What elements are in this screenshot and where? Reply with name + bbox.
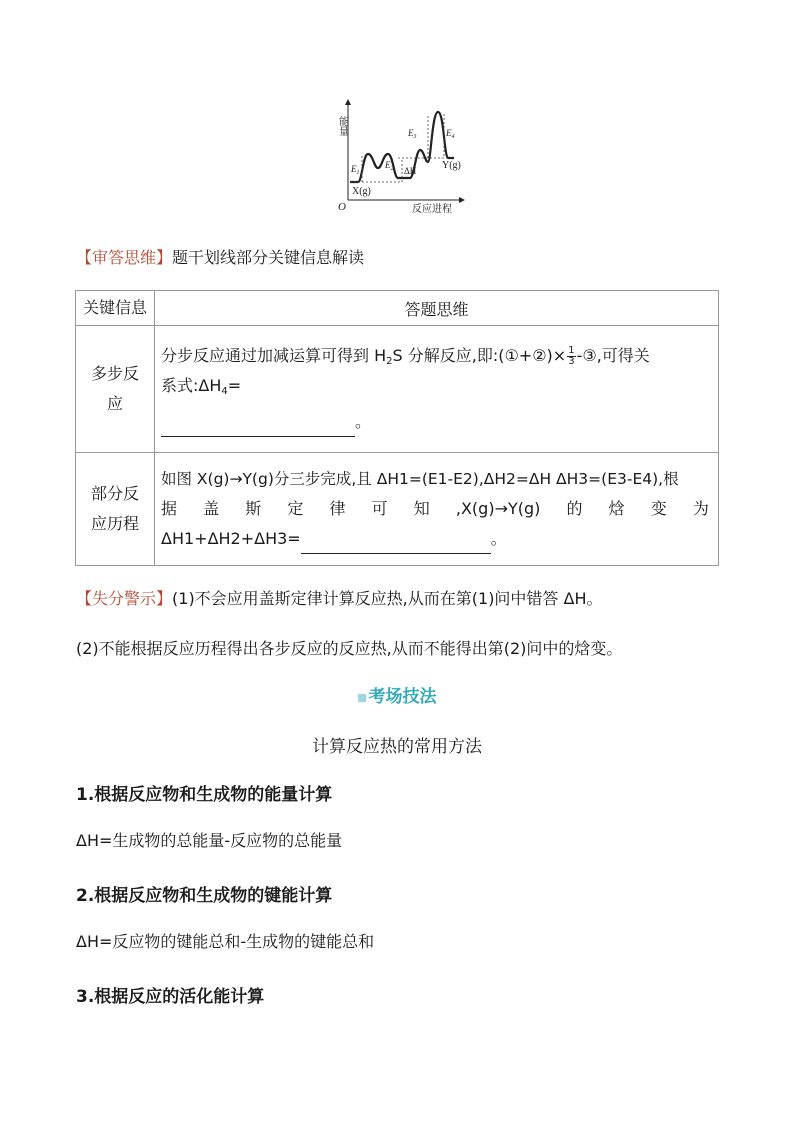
justified-word: ,X(g)→Y(g): [455, 499, 541, 518]
e3-label: $E_3$: [408, 128, 417, 140]
justified-word: 据: [161, 499, 178, 518]
energy-diagram: [332, 96, 472, 220]
row1-line3: 。: [161, 407, 710, 437]
method-heading-3: 3.根据反应的活化能计算: [76, 987, 265, 1007]
product-label: Y(g): [442, 160, 461, 171]
dh-label: ΔH: [404, 166, 417, 176]
y-axis-label: 能量: [336, 116, 348, 136]
method-heading-1: 1.根据反应物和生成物的能量计算: [76, 785, 333, 805]
square-icon: [358, 694, 366, 702]
justified-word: 知: [413, 499, 430, 518]
row2-line1: 如图 X(g)→Y(g)分三步完成,且 ΔH1=(E1-E2),ΔH2=ΔH ΔH3=(E3-E4),根: [161, 470, 679, 488]
row1-line1: 分步反应通过加减运算可得到 $H_2S$ 分解反应,即:(①+②)× $\frac{1}{3}$ -③,可得关: [161, 345, 650, 367]
justified-word: 斯: [245, 499, 262, 518]
row2-line2: [161, 494, 709, 524]
e4-label: $E_4$: [446, 128, 455, 140]
warning-tag: 【失分警示】: [76, 589, 173, 608]
justified-word: 为: [692, 499, 709, 518]
review-line: [76, 247, 364, 269]
method-heading-2: 2.根据反应物和生成物的键能计算: [76, 886, 333, 906]
header-answer-thinking: 答题思维: [155, 291, 719, 326]
warning-line-2: (2)不能根据反应历程得出各步反应的反应热,从而不能得出第(2)问中的焓变。: [76, 639, 623, 658]
review-text: 题干划线部分关键信息解读: [172, 248, 365, 267]
justified-word: 变: [650, 499, 667, 518]
row1-content: [155, 326, 719, 453]
origin-label: O: [338, 201, 346, 213]
table-row: [76, 453, 719, 566]
section-title: 考场技法: [0, 682, 794, 707]
row1-label: 多步反 应: [76, 326, 155, 453]
key-info-table: [75, 290, 719, 566]
row2-label: 部分反 应历程: [76, 453, 155, 566]
method-formula-2: ΔH=反应物的键能总和-生成物的键能总和: [76, 932, 375, 951]
warning-line-1: 【失分警示】(1)不会应用盖斯定律计算反应热,从而在第(1)问中错答 ΔH。: [76, 589, 603, 608]
justified-word: 可: [371, 499, 388, 518]
justified-word: 律: [329, 499, 346, 518]
table-header-row: [76, 291, 719, 326]
fraction: $\frac{1}{3}$: [568, 345, 575, 367]
row2-line3: ΔH1+ΔH2+ΔH3= 。: [161, 524, 710, 554]
e1-label: $E_1$: [351, 164, 360, 176]
review-tag: 【审答思维】: [76, 248, 173, 267]
answer-blank-1[interactable]: [161, 420, 355, 437]
table-row: [76, 326, 719, 453]
justified-word: 盖: [203, 499, 220, 518]
section-subtitle: 计算反应热的常用方法: [312, 737, 482, 757]
header-key-info: 关键信息: [76, 291, 155, 326]
e2-label: $E_2$: [385, 160, 394, 172]
x-axis-label: 反应进程: [412, 204, 452, 215]
justified-word: 焓: [608, 499, 625, 518]
row1-line2: 系式$:\Delta H_4=$: [161, 376, 242, 397]
answer-blank-2[interactable]: [301, 537, 491, 554]
justified-word: 的: [566, 499, 583, 518]
method-formula-1: ΔH=生成物的总能量-反应物的总能量: [76, 831, 343, 850]
row2-content: [155, 453, 719, 566]
justified-word: 定: [287, 499, 304, 518]
energy-curve: [350, 112, 454, 182]
reactant-label: X(g): [352, 186, 371, 197]
